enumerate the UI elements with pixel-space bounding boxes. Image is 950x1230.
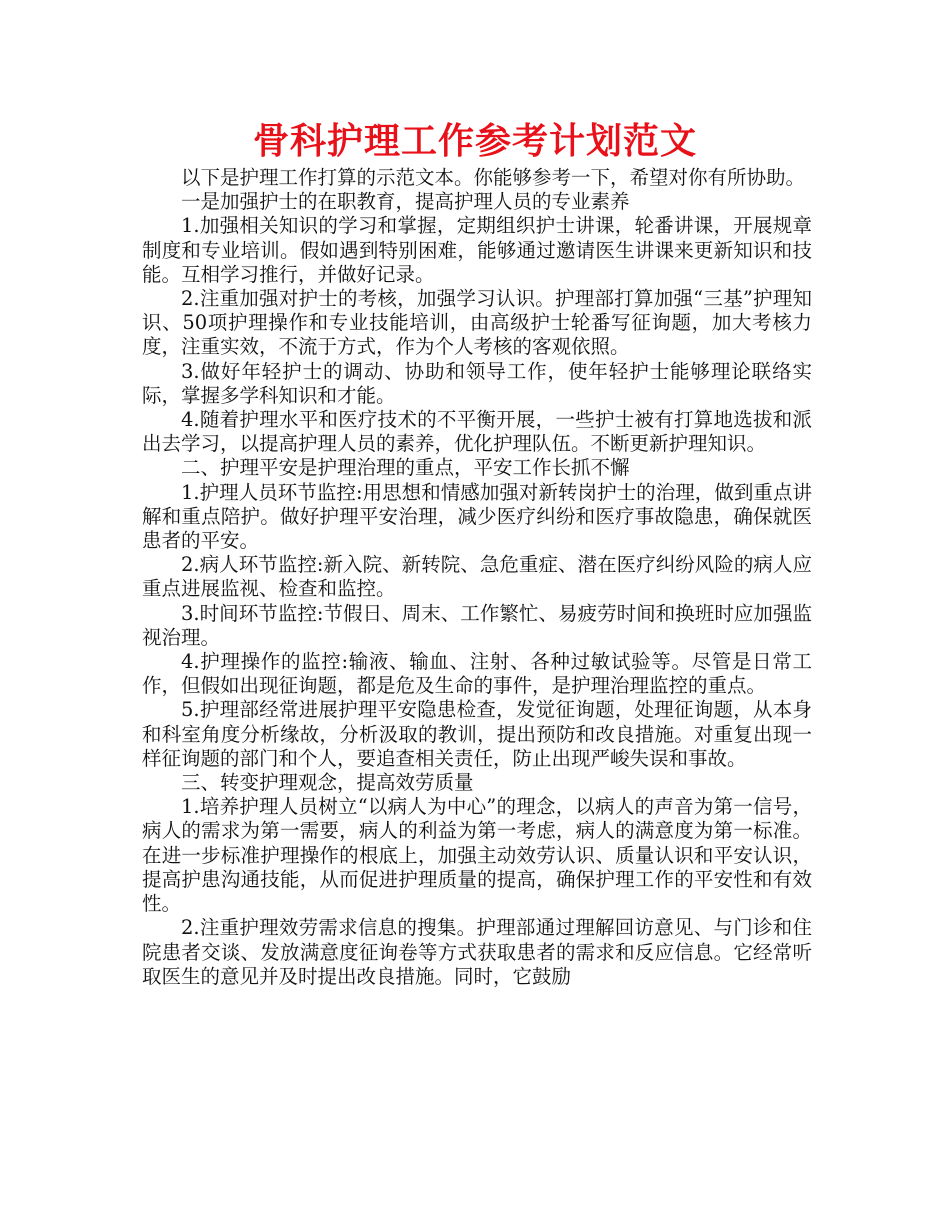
paragraph: 4.护理操作的监控:输液、输血、注射、各种过敏试验等。尽管是日常工作，但假如出现征询题，都是危及生命的事件，是护理治理监控的重点。	[142, 650, 812, 698]
paragraph: 2.注重护理效劳需求信息的搜集。护理部通过理解回访意见、与门诊和住院患者交谈、发放满意度征询卷等方式获取患者的需求和反应信息。它经常听取医生的意见并及时提出改良措施。同时，它鼓励	[142, 916, 812, 988]
paragraph: 1.培养护理人员树立“以病人为中心”的理念，以病人的声音为第一信号，病人的需求为第一需要，病人的利益为第一考虑，病人的满意度为第一标准。在进一步标准护理操作的根底上，加强主动效劳认识、质量认识和平安认识，提高护患沟通技能，从而促进护理质量的提高，确保护理工作的平安性和有效性。	[142, 795, 812, 916]
section-heading-3: 三、转变护理观念，提高效劳质量	[181, 771, 474, 795]
paragraph: 4.随着护理水平和医疗技术的不平衡开展，一些护士被有打算地选拔和派出去学习，以提高护理人员的素养，优化护理队伍。不断更新护理知识。	[142, 408, 812, 456]
paragraph: 3.时间环节监控:节假日、周末、工作繁忙、易疲劳时间和换班时应加强监视治理。	[142, 601, 812, 649]
paragraph: 1.护理人员环节监控:用思想和情感加强对新转岗护士的治理，做到重点讲解和重点陪护。做好护理平安治理，减少医疗纠纷和医疗事故隐患，确保就医患者的平安。	[142, 480, 812, 553]
section-heading-1: 一是加强护士的在职教育，提高护理人员的专业素养	[181, 190, 630, 214]
document-title: 骨科护理工作参考计划范文	[252, 121, 697, 162]
paragraph: 1.加强相关知识的学习和掌握，定期组织护士讲课，轮番讲课，开展规章制度和专业培训。假如遇到特别困难，能够通过邀请医生讲课来更新知识和技能。互相学习推行，并做好记录。	[142, 214, 812, 286]
paragraph: 5.护理部经常进展护理平安隐患检查，发觉征询题，处理征询题，从本身和科室角度分析缘故，分析汲取的教训，提出预防和改良措施。对重复出现一样征询题的部门和个人，要追查相关责任，防止出现严峻失误和事故。	[142, 698, 812, 770]
document-body	[142, 166, 812, 989]
paragraph: 2.注重加强对护士的考核，加强学习认识。护理部打算加强“三基”护理知识、50项护理操作和专业技能培训，由高级护士轮番写征询题，加大考核力度，注重实效，不流于方式，作为个人考核的客观依照。	[142, 287, 812, 359]
paragraph: 2.病人环节监控:新入院、新转院、急危重症、潜在医疗纠纷风险的病人应重点进展监视、检查和监控。	[142, 553, 812, 601]
section-heading-2: 二、护理平安是护理治理的重点，平安工作长抓不懈	[181, 456, 630, 480]
paragraph: 3.做好年轻护士的调动、协助和领导工作，使年轻护士能够理论联络实际，掌握多学科知识和才能。	[142, 359, 812, 407]
paragraph-intro: 以下是护理工作打算的示范文本。你能够参考一下，希望对你有所协助。	[181, 166, 806, 189]
